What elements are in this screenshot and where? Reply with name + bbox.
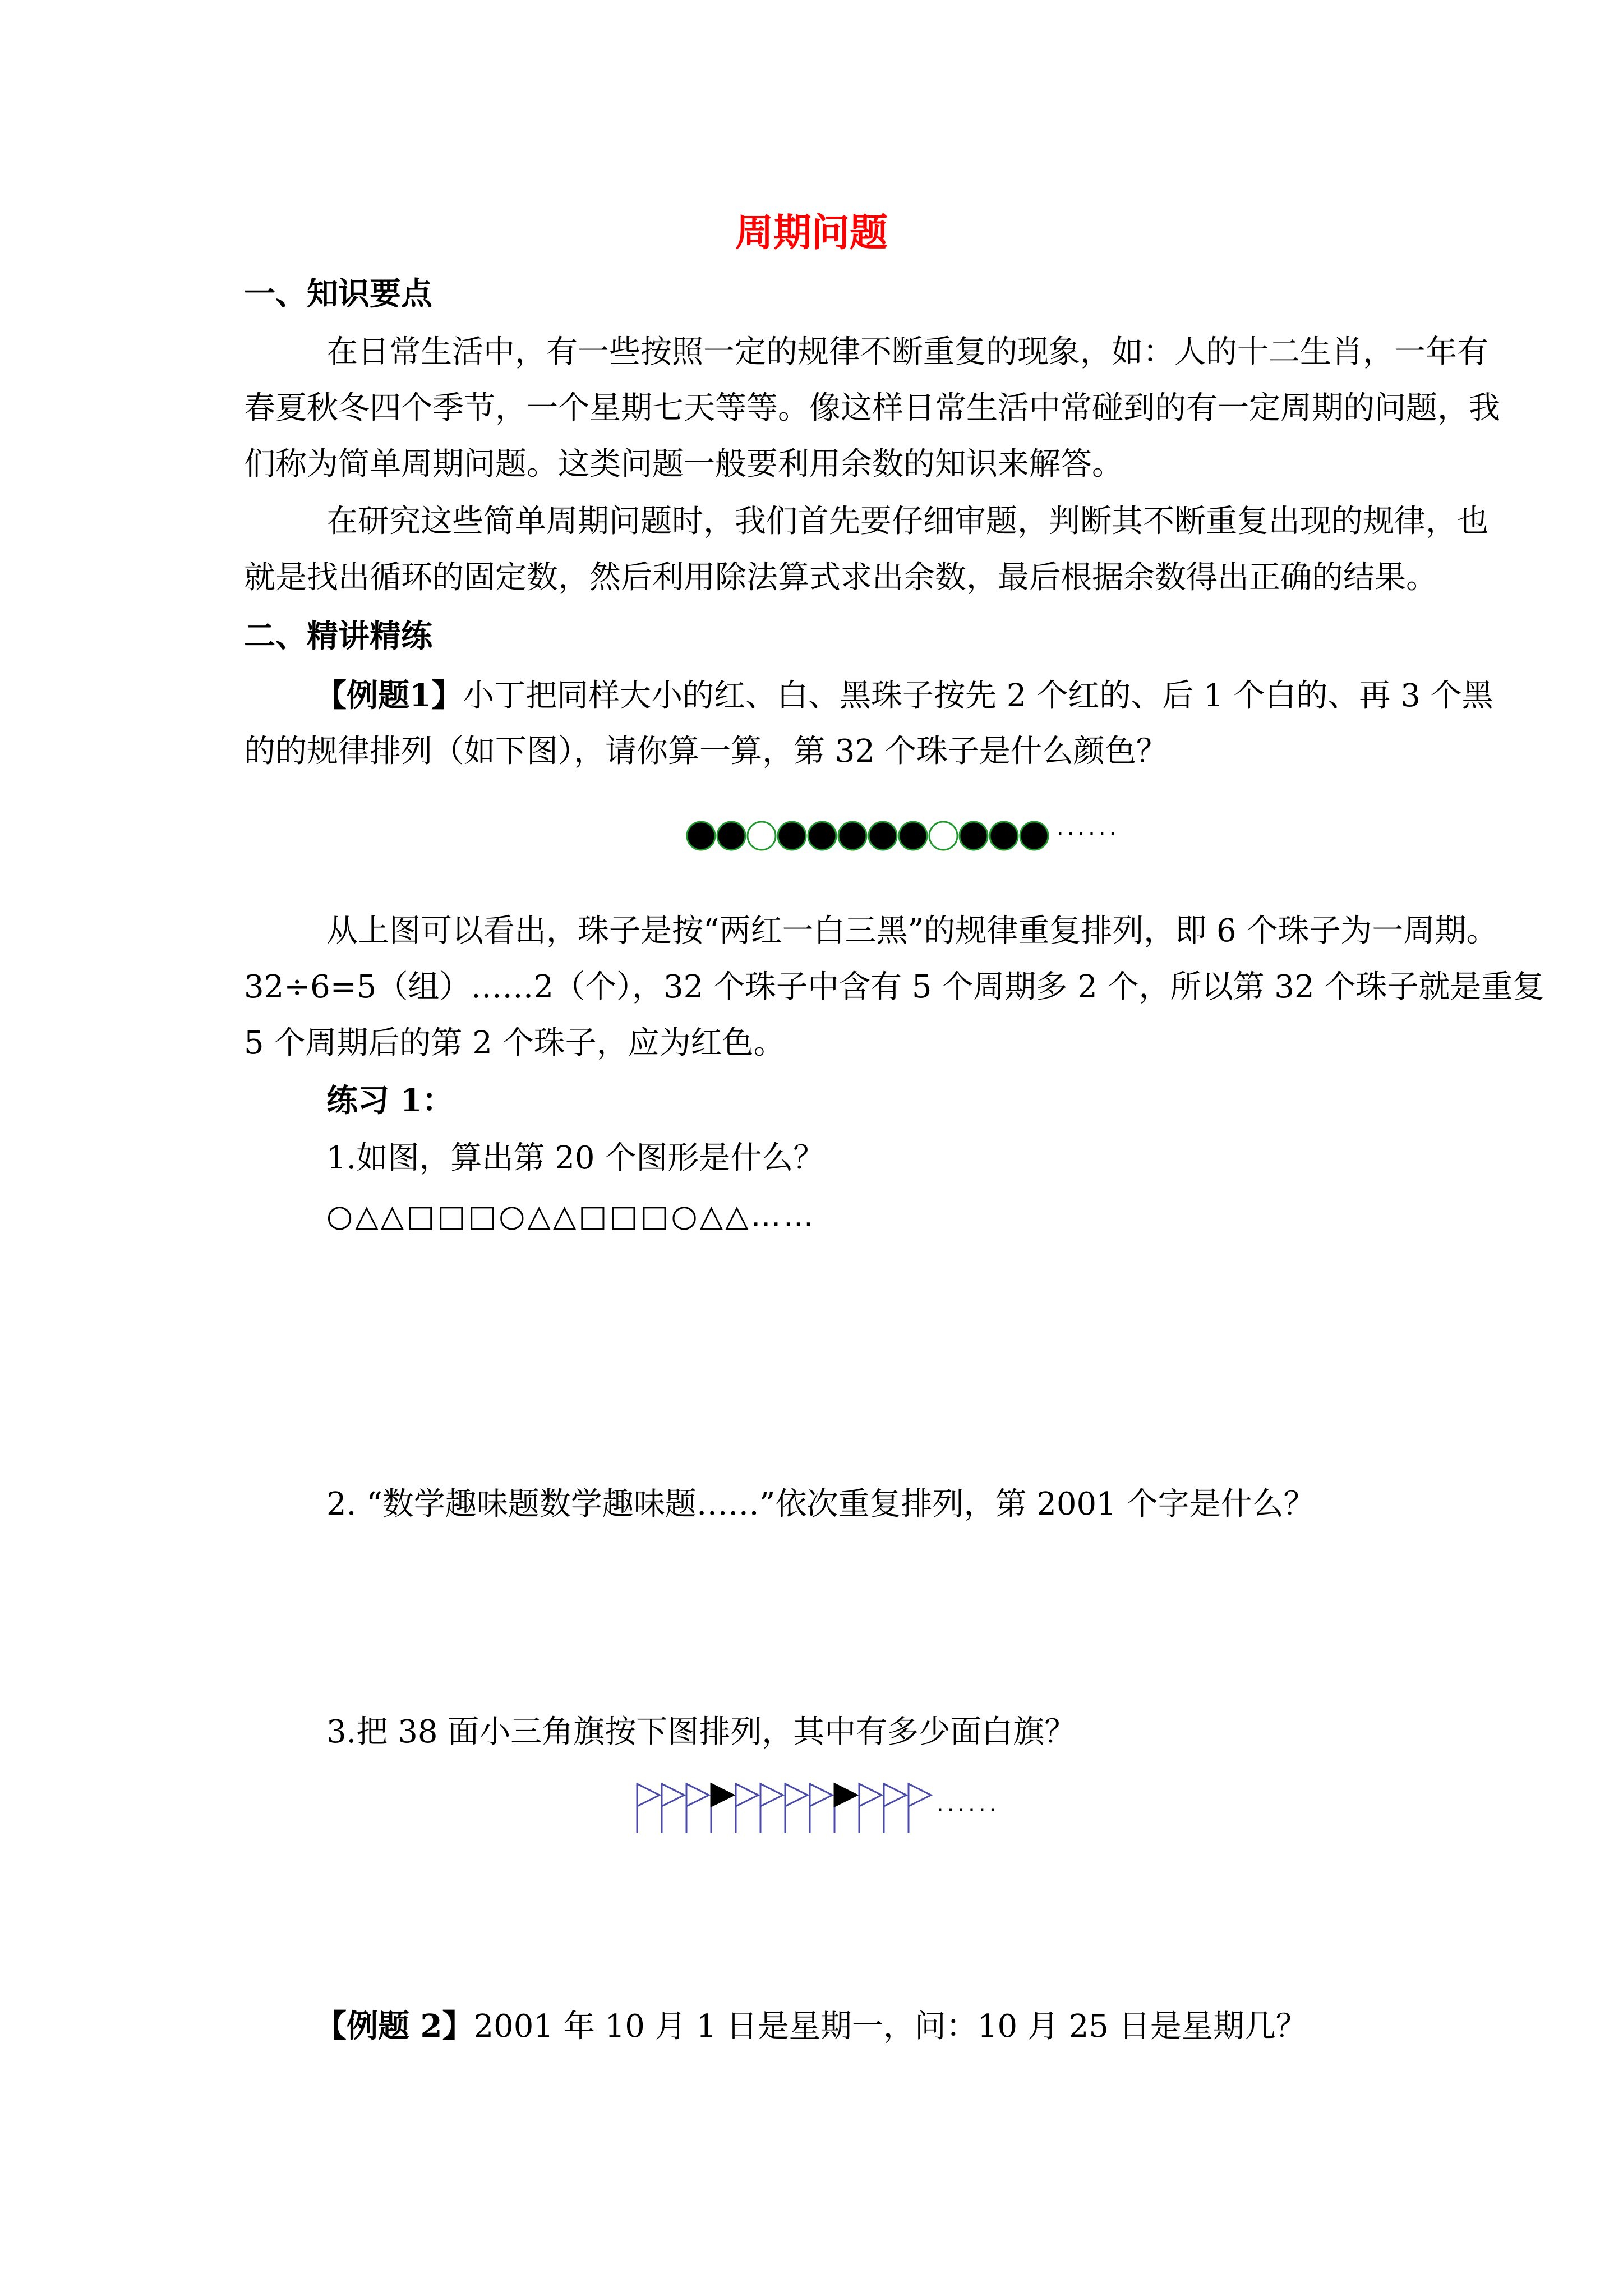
example-1-line-1 [315, 673, 1493, 718]
white-flag [760, 1783, 783, 1833]
white-flag [810, 1783, 832, 1833]
black-bead [899, 822, 927, 850]
black-bead [869, 822, 897, 850]
white-flag [736, 1783, 758, 1833]
white-flag [909, 1783, 931, 1833]
example-1-text: 小丁把同样大小的红、白、黑珠子按先 2 个红的、后 1 个白的、再 3 个黑 [462, 678, 1493, 714]
black-bead [990, 822, 1018, 850]
black-bead [778, 822, 806, 850]
black-bead [808, 822, 836, 850]
bead-ellipsis: ······ [1057, 821, 1120, 847]
white-flag [686, 1783, 709, 1833]
practice-question-2: 2. “数学趣味题数学趣味题……”依次重复排列，第 2001 个字是什么？ [326, 1486, 1315, 1522]
example-1-solution-line-3: 5 个周期后的第 2 个珠子，应为红色。 [244, 1025, 785, 1061]
black-flag [834, 1783, 857, 1833]
section-heading-knowledge: 一、知识要点 [244, 276, 432, 312]
black-bead [960, 822, 988, 850]
example-2-text: 2001 年 10 月 1 日是星期一，问：10 月 25 日是星期几？ [473, 2008, 1307, 2045]
paragraph-1-line-2: 春夏秋冬四个季节，一个星期七天等等。像这样日常生活中常碰到的有一定周期的问题，我 [244, 390, 1500, 426]
white-flag [884, 1783, 906, 1833]
bead-sequence [685, 818, 1156, 854]
flag-sequence [634, 1773, 1082, 1840]
bead-sequence-figure [685, 818, 1156, 856]
practice-question-1: 1.如图，算出第 20 个图形是什么？ [326, 1140, 825, 1176]
section-heading-practice: 二、精讲精练 [244, 618, 432, 655]
white-bead [929, 822, 957, 850]
black-bead [717, 822, 745, 850]
shape-sequence: ○△△□□□○△△□□□○△△…… [326, 1198, 816, 1234]
black-flag [711, 1783, 734, 1833]
example-2-line [315, 2004, 1307, 2049]
example-2-label: 【例题 2】 [315, 2008, 474, 2045]
white-flag [637, 1783, 660, 1833]
example-1-label: 【例题1】 [315, 677, 463, 714]
flag-sequence-figure [634, 1773, 1082, 1842]
black-bead [838, 822, 866, 850]
example-1-solution-line-1: 从上图可以看出，珠子是按“两红一白三黑”的规律重复排列，即 6 个珠子为一周期。 [326, 913, 1498, 949]
white-bead [748, 822, 776, 850]
example-1-solution-line-2: 32÷6=5（组）……2（个），32 个珠子中含有 5 个周期多 2 个，所以第 32 个珠子就是重复 [244, 969, 1544, 1005]
paragraph-1-line-1: 在日常生活中，有一些按照一定的规律不断重复的现象，如：人的十二生肖，一年有 [326, 334, 1488, 370]
white-flag [662, 1783, 684, 1833]
practice-1-heading: 练习 1： [326, 1082, 454, 1119]
white-flag [859, 1783, 882, 1833]
white-flag [785, 1783, 808, 1833]
black-bead [1020, 822, 1048, 850]
paragraph-1-line-3: 们称为简单周期问题。这类问题一般要利用余数的知识来解答。 [244, 446, 1123, 482]
practice-question-3: 3.把 38 面小三角旗按下图排列，其中有多少面白旗？ [326, 1714, 1076, 1750]
black-bead [687, 822, 715, 850]
flag-ellipsis: ······ [937, 1797, 1000, 1823]
paragraph-2-line-1: 在研究这些简单周期问题时，我们首先要仔细审题，判断其不断重复出现的规律，也 [326, 503, 1488, 540]
page-title: 周期问题 [735, 210, 888, 255]
example-1-line-2: 的的规律排列（如下图），请你算一算，第 32 个珠子是什么颜色？ [244, 733, 1168, 770]
paragraph-2-line-2: 就是找出循环的固定数，然后利用除法算式求出余数，最后根据余数得出正确的结果。 [244, 559, 1437, 596]
